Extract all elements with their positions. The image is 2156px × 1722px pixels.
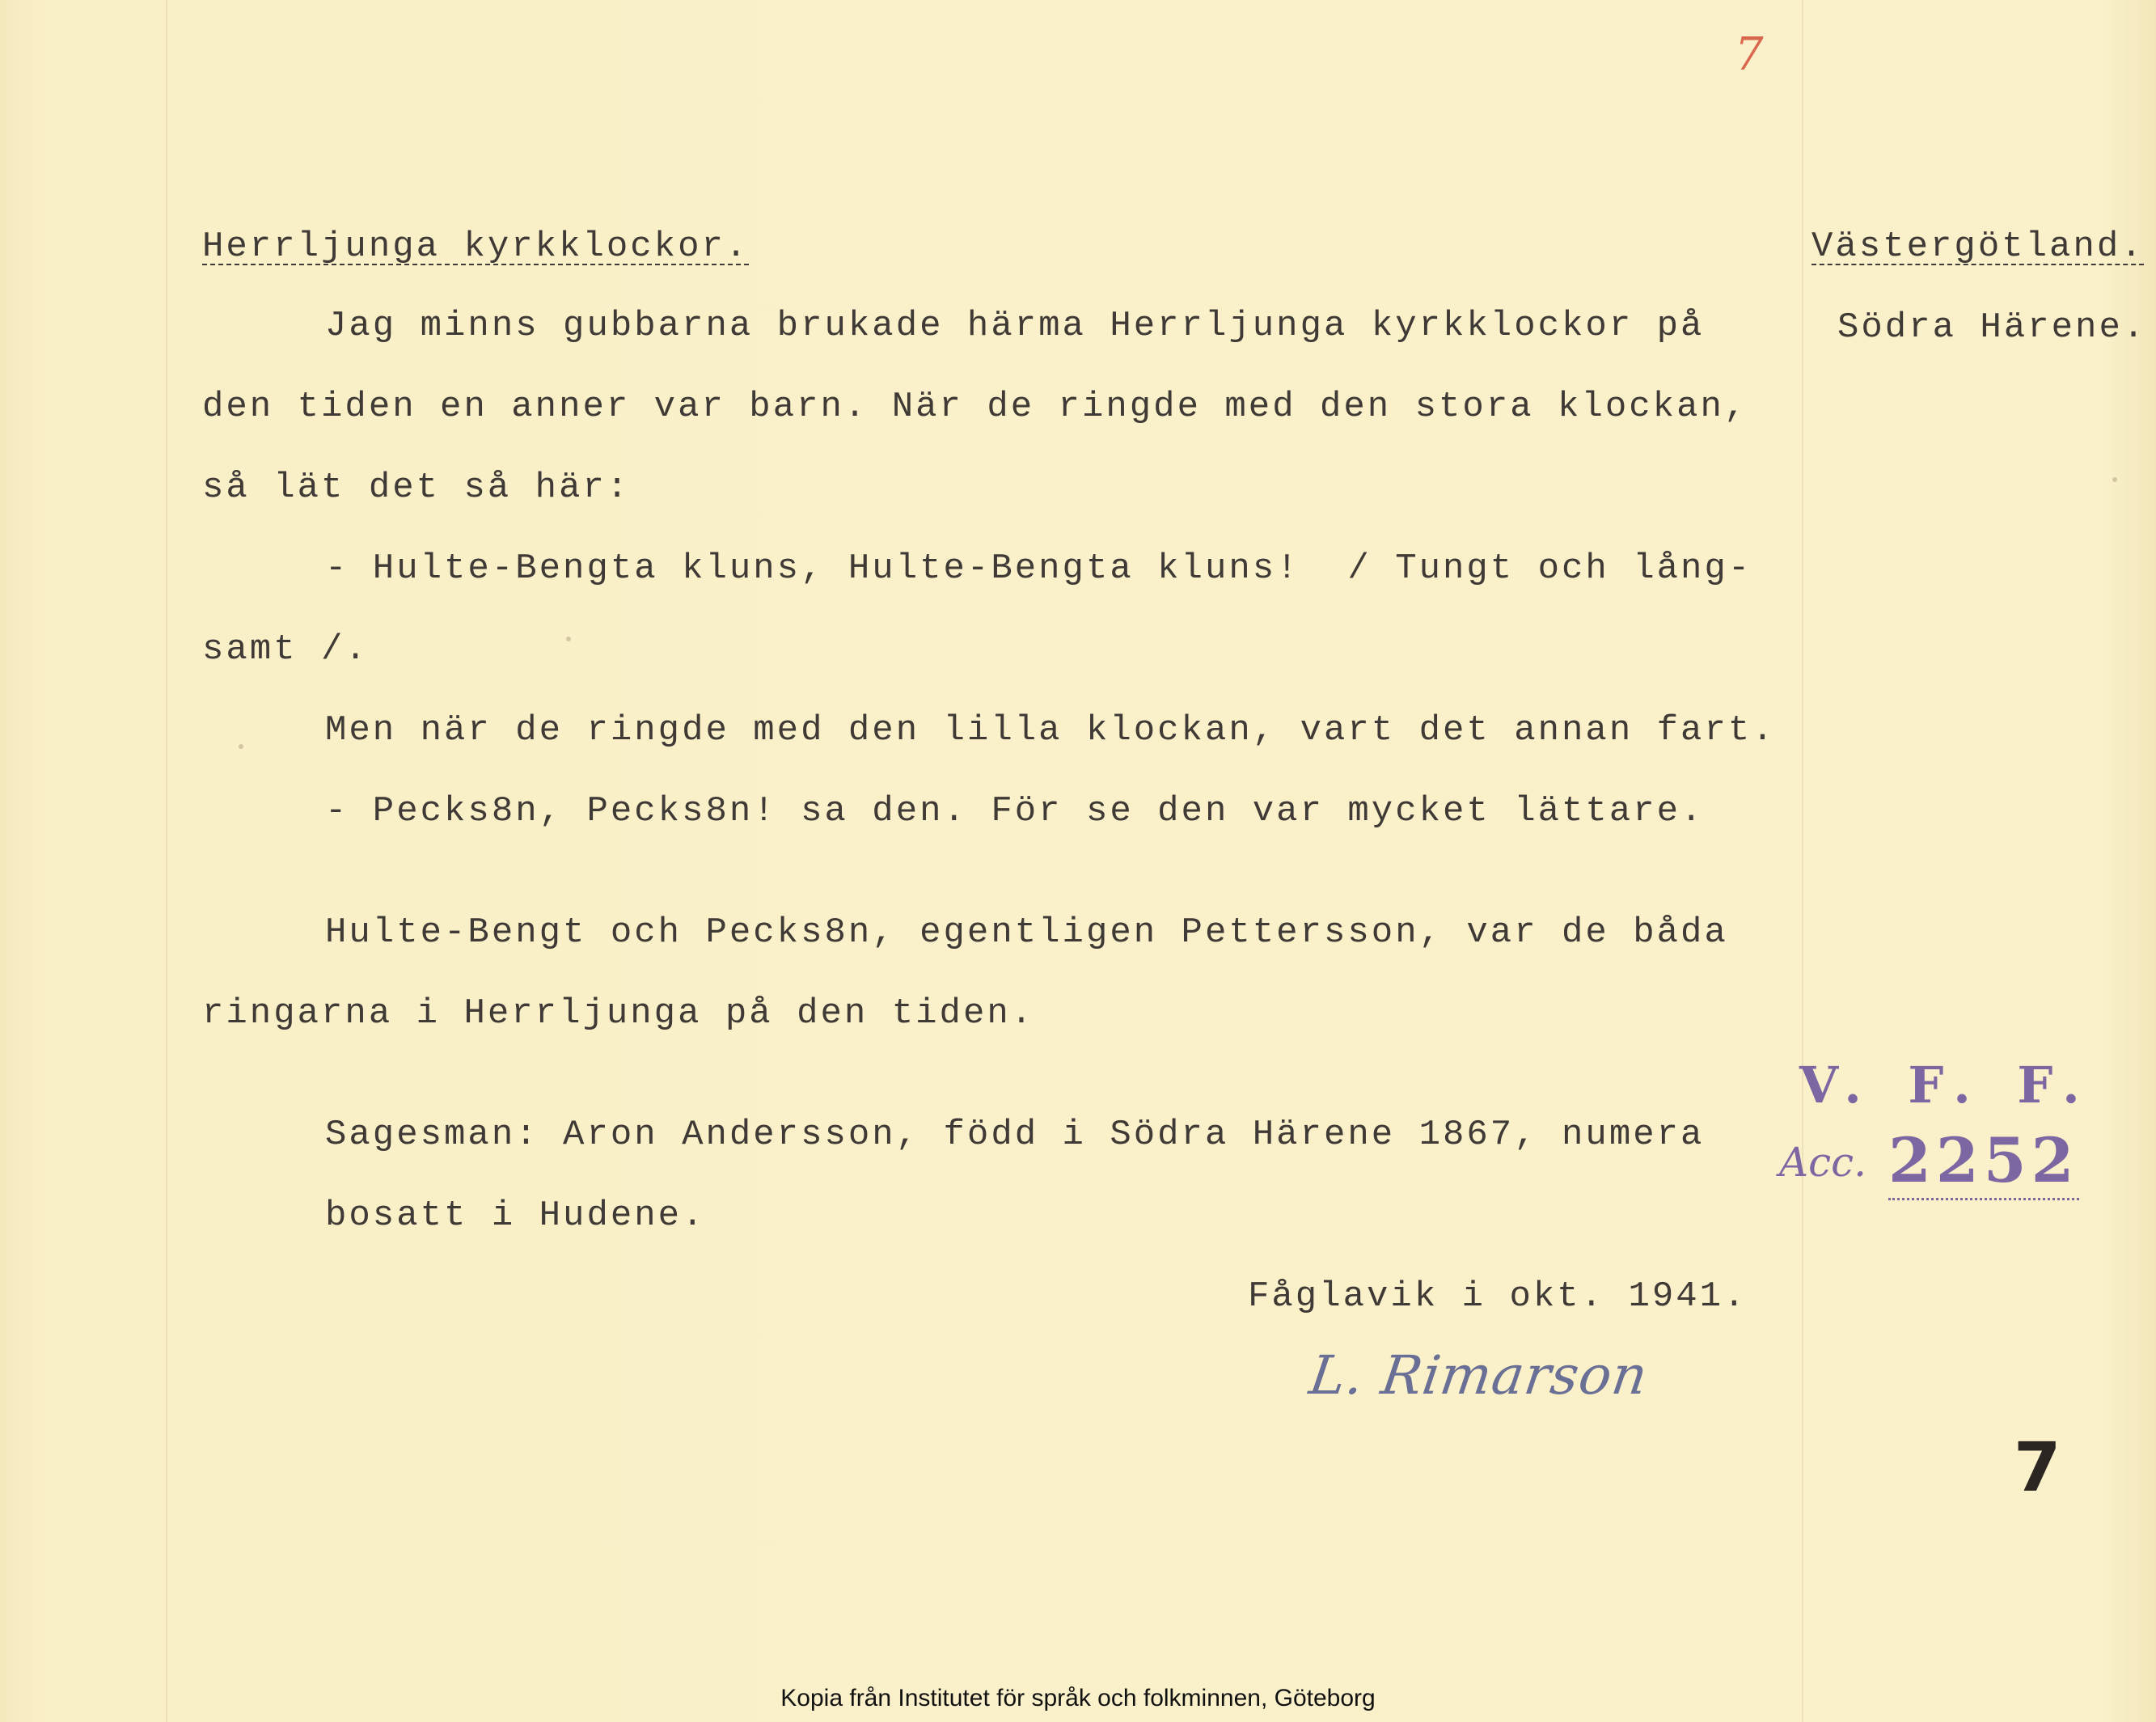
paper-speck [2112,477,2117,482]
text-line: ringarna i Herrljunga på den tiden. [202,993,1035,1034]
document-title: Herrljunga kyrkklockor. [202,226,750,267]
archive-stamp-initials: V. F. F. [1799,1056,2095,1115]
handwritten-page-number: 7 [1735,28,1764,81]
text-line: bosatt i Hudene. [325,1195,706,1236]
parish-label: Södra Härene. [1837,307,2147,348]
text-line: - Pecks8n, Pecks8n! sa den. För se den var mycket lättare. [325,791,1705,831]
archive-stamp-acc-label: Acc. [1779,1139,1867,1186]
text-line: samt /. [202,629,369,670]
right-column-rule [1802,0,1803,1722]
text-line: Men när de ringde med den lilla klockan, vart det annan fart. [325,710,1776,751]
paper-speck [566,637,571,641]
text-line: den tiden en anner var barn. När de ringde med den stora klockan, [202,387,1748,427]
text-line: Hulte-Bengt och Pecks8n, egentligen Pettersson, var de båda [325,912,1728,953]
place-date-line: Fåglavik i okt. 1941. [1248,1276,1748,1317]
text-line: Sagesman: Aron Andersson, född i Södra Härene 1867, numera [325,1115,1705,1155]
handwritten-signature: L. Rimarson [1305,1344,1652,1407]
text-line: - Hulte-Bengta kluns, Hulte-Bengta kluns! / Tungt och lång- [325,548,1752,589]
left-margin-rule [166,0,167,1722]
paper-speck [239,744,243,749]
archive-stamp-acc-number: 2252 [1888,1124,2079,1200]
region-label: Västergötland. [1811,226,2145,267]
text-line: så lät det så här: [202,468,631,508]
text-line: Jag minns gubbarna brukade härma Herrljunga kyrkklockor på [325,306,1705,346]
copy-footer: Kopia från Institutet för språk och folkminnen, Göteborg [780,1685,1376,1711]
archive-page-number: 7 [2014,1428,2061,1507]
